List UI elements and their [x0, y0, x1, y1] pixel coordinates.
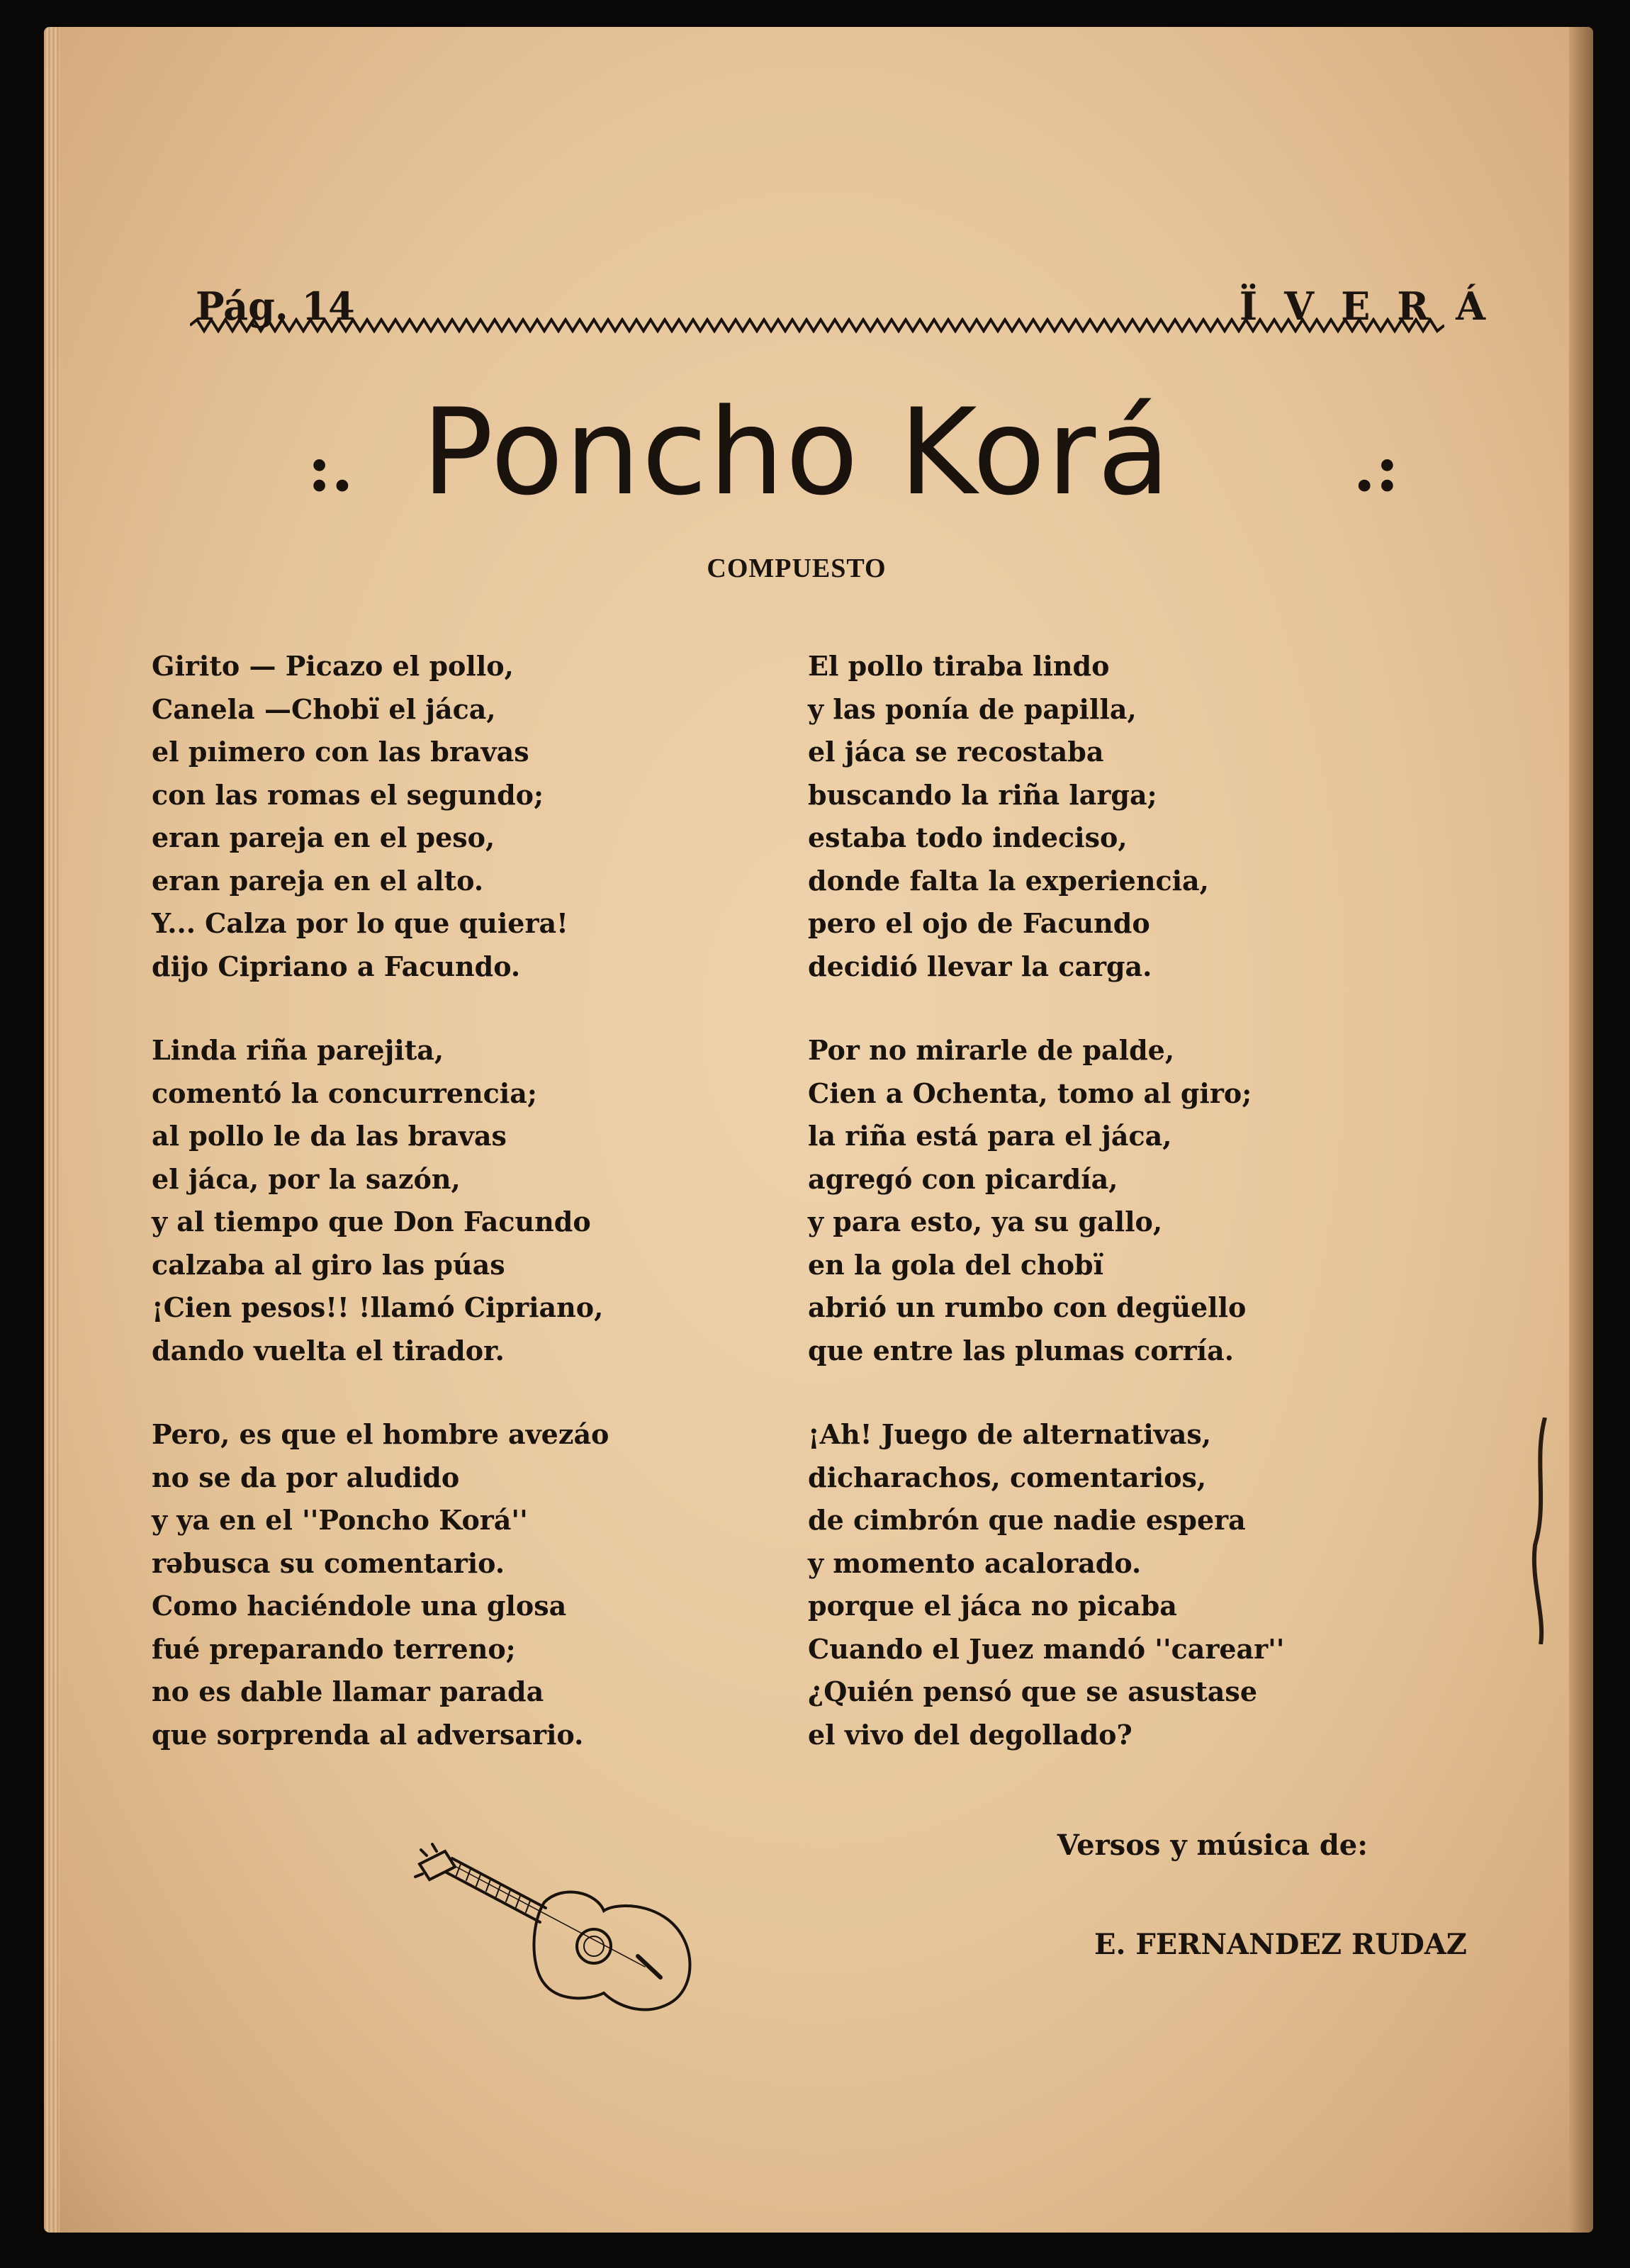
- verse-line: Por no mirarle de palde,: [808, 1034, 1175, 1066]
- verse-line: rəbusca su comentario.: [152, 1546, 505, 1579]
- verse-line: el jáca, por la sazón,: [152, 1162, 461, 1195]
- verse-line: porque el jáca no picaba: [808, 1590, 1177, 1622]
- verse-line: Cien a Ochenta, tomo al giro;: [808, 1077, 1252, 1109]
- verse-line: y las ponía de papilla,: [808, 692, 1137, 725]
- verse-line: dijo Cipriano a Facundo.: [152, 950, 521, 982]
- stanza: [152, 645, 761, 988]
- verse-line: eran pareja en el peso,: [152, 821, 495, 853]
- verse-line: no es dable llamar parada: [152, 1675, 544, 1707]
- stanza: [808, 1029, 1417, 1372]
- verse-line: calzaba al giro las púas: [152, 1248, 505, 1281]
- verse-line: y al tiempo que Don Facundo: [152, 1206, 591, 1237]
- verse-line: buscando la riña larga;: [808, 778, 1157, 811]
- poem-title-row: [152, 369, 1441, 524]
- verse-line: la riña está para el jáca,: [808, 1120, 1172, 1152]
- verse-line: donde falta la experiencia,: [808, 864, 1209, 897]
- verse-line: con las romas el segundo;: [152, 778, 544, 811]
- verse-line: Cuando el Juez mandó ''carear'': [808, 1632, 1285, 1665]
- verse-line: que entre las plumas corría.: [808, 1334, 1234, 1366]
- verse-line: y ya en el ''Poncho Korá'': [152, 1504, 528, 1536]
- verse-line: ¡Cien pesos!! !llamó Cipriano,: [152, 1291, 604, 1323]
- decorative-zigzag-rule: [190, 318, 1444, 333]
- page-number: Pág. 14: [196, 284, 355, 329]
- verse-line: el pıimero con las bravas: [152, 736, 529, 768]
- verse-line: Y... Calza por lo que quiera!: [152, 907, 568, 939]
- verse-line: que sorprenda al adversario.: [152, 1718, 584, 1751]
- title-ornament-right: .:: [1353, 431, 1399, 506]
- magazine-title: ÏVERÁ: [1239, 284, 1512, 329]
- binding-shadow: [1569, 27, 1593, 2233]
- verse-line: en la gola del chobï: [808, 1248, 1104, 1281]
- verse-line: Pero, es que el hombre avezáo: [152, 1418, 609, 1450]
- verse-line: al pollo le da las bravas: [152, 1120, 507, 1152]
- poem-column-left: [152, 645, 761, 1797]
- verse-line: y para esto, ya su gallo,: [808, 1206, 1163, 1237]
- binding-tear-mark: [1531, 1418, 1549, 1644]
- verse-line: pero el ojo de Facundo: [808, 907, 1150, 939]
- page-stack-edge: [44, 27, 60, 2233]
- stanza: [808, 645, 1417, 988]
- verse-line: de cimbrón que nadie espera: [808, 1504, 1246, 1536]
- verse-line: eran pareja en el alto.: [152, 864, 484, 897]
- poem-subtitle: COMPUESTO: [707, 554, 887, 583]
- verse-line: Girito — Picazo el pollo,: [152, 650, 514, 682]
- poem-title: Poncho Korá: [421, 383, 1172, 522]
- poem-column-right: [808, 645, 1417, 1797]
- verse-line: fué preparando terreno;: [152, 1632, 516, 1665]
- verse-line: Como haciéndole una glosa: [152, 1590, 567, 1622]
- verse-line: agregó con picardía,: [808, 1162, 1118, 1195]
- verse-line: El pollo tiraba lindo: [808, 650, 1110, 682]
- title-ornament-left: :.: [308, 431, 354, 506]
- verse-line: dando vuelta el tirador.: [152, 1334, 505, 1366]
- stanza: [808, 1413, 1417, 1756]
- verse-line: ¿Quién pensó que se asustase: [808, 1675, 1257, 1707]
- verse-line: ¡Ah! Juego de alternativas,: [808, 1418, 1211, 1450]
- verse-line: abrió un rumbo con degüello: [808, 1291, 1247, 1323]
- verse-line: decidió llevar la carga.: [808, 950, 1152, 982]
- verse-line: Canela —Chobï el jáca,: [152, 692, 496, 725]
- verse-line: Linda riña parejita,: [152, 1034, 444, 1066]
- stanza: [152, 1029, 761, 1372]
- verse-line: el vivo del degollado?: [808, 1718, 1132, 1751]
- credits-label: Versos y música de:: [1057, 1829, 1368, 1862]
- verse-line: y momento acalorado.: [808, 1546, 1142, 1579]
- verse-line: el jáca se recostaba: [808, 736, 1104, 768]
- verse-line: no se da por aludido: [152, 1461, 460, 1493]
- credits-author: E. FERNANDEZ RUDAZ: [1094, 1928, 1467, 1961]
- verse-line: estaba todo indeciso,: [808, 821, 1128, 853]
- guitar-illustration-icon: [411, 1843, 709, 2020]
- stanza: [152, 1413, 761, 1756]
- verse-line: comentó la concurrencia;: [152, 1077, 537, 1109]
- verse-line: dicharachos, comentarios,: [808, 1461, 1207, 1493]
